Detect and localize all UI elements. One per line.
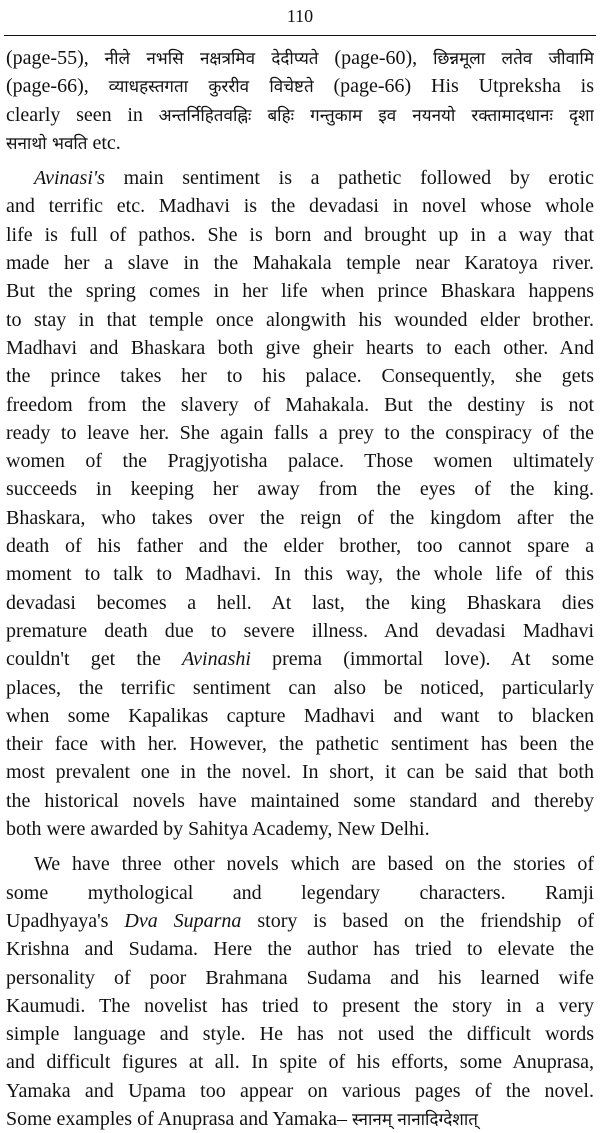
text-run: succeeds in keeping her away from the eyes of the king. <box>6 478 594 501</box>
paragraph <box>6 44 594 157</box>
italic-title: Avinasi's <box>34 167 105 190</box>
text-line <box>6 1105 594 1133</box>
devanagari-text: छिन्नमूला लतेव जीवामि <box>433 49 594 69</box>
text-run: their face with her. However, the pathetic sentiment has been the <box>6 733 594 756</box>
text-line <box>6 391 594 419</box>
text-run: story is based on the friendship of <box>241 909 594 932</box>
text-line <box>6 334 594 362</box>
text-run: Krishna and Sudama. Here the author has tried to elevate the <box>6 938 594 961</box>
text-run: moment to talk to Madhavi. In this way, the whole life of this <box>6 563 594 586</box>
text-run: Upadhyaya's <box>6 909 125 932</box>
text-run: life is full of pathos. She is born and brought up in a way that <box>6 223 594 246</box>
text-line <box>6 560 594 588</box>
text-run: the prince takes her to his palace. Consequently, she gets <box>6 365 594 388</box>
text-run: places, the terrific sentiment can also be noticed, particularly <box>6 676 594 699</box>
text-line <box>6 850 594 878</box>
text-run: some mythological and legendary characters. Ramji <box>6 881 594 904</box>
text-line <box>6 44 594 72</box>
devanagari-text: अन्तर्निहितवह्निः बहिः गन्तुकाम इव नयनयो रक्तामादधानः दृशा <box>158 105 594 126</box>
text-line <box>6 101 594 129</box>
text-run: and terrific etc. Madhavi is the devadasi in novel whose whole <box>6 195 594 218</box>
text-line <box>6 129 594 157</box>
text-line <box>6 674 594 702</box>
text-run: and difficult figures at all. In spite of his efforts, some Anuprasa, <box>6 1051 594 1074</box>
text-line <box>6 1048 594 1076</box>
text-line <box>6 277 594 305</box>
text-run: (page-60), <box>318 47 434 69</box>
text-run: the historical novels have maintained some standard and thereby <box>6 789 594 812</box>
text-line <box>6 362 594 390</box>
text-run: Some examples of Anuprasa and Yamaka– <box>6 1107 353 1130</box>
text-run: premature death due to severe illness. And devadasi Madhavi <box>6 619 594 642</box>
text-line <box>6 475 594 503</box>
page-number: 110 <box>286 6 314 26</box>
text-run: main sentiment is a pathetic followed by erotic <box>104 167 594 190</box>
paragraph <box>6 850 594 1133</box>
text-run: etc. <box>87 131 121 154</box>
text-run: when some Kapalikas capture Madhavi and want to blacken <box>6 704 594 727</box>
text-run: devadasi becomes a hell. At last, the king Bhaskara dies <box>6 591 594 614</box>
text-run: to stay in that temple once alongwith his wounded elder brother. <box>6 308 594 331</box>
text-run: made her a slave in the Mahakala temple near Karatoya river. <box>6 252 594 275</box>
text-run: clearly seen in <box>6 103 159 126</box>
text-line <box>6 306 594 334</box>
text-run: freedom from the slavery of Mahakala. But the destiny is not <box>6 393 594 416</box>
text-run: ready to leave her. She again falls a prey to the conspiracy of the <box>6 421 594 444</box>
italic-title: Dva Suparna <box>124 909 242 932</box>
text-line <box>6 221 594 249</box>
text-line <box>6 589 594 617</box>
text-run: Bhaskara, who takes over the reign of the kingdom after the <box>6 506 594 529</box>
devanagari-text: व्याधहस्तगता कुररीव विचेष्टते <box>108 77 314 98</box>
paragraph-gap <box>6 843 594 850</box>
text-line <box>6 879 594 907</box>
text-run: prema (immortal love). At some <box>250 648 594 671</box>
text-run: (page-55), <box>6 47 105 69</box>
text-run: women of the Pragjyotisha palace. Those women ultimately <box>6 450 594 473</box>
text-run: But the spring comes in her life when prince Bhaskara happens <box>6 280 594 303</box>
paragraph <box>6 164 594 843</box>
header-rule <box>4 35 596 36</box>
text-line <box>6 787 594 815</box>
text-line <box>6 702 594 730</box>
text-line <box>6 907 594 935</box>
text-line <box>6 730 594 758</box>
text-run: (page-66) His Utpreksha is <box>313 75 594 98</box>
text-run: Yamaka and Upama too appear on various pages of the novel. <box>6 1079 594 1102</box>
text-line <box>6 935 594 963</box>
text-line <box>6 758 594 786</box>
text-line <box>6 249 594 277</box>
text-line <box>6 419 594 447</box>
text-line <box>6 815 594 843</box>
text-line <box>6 1077 594 1105</box>
text-line <box>6 992 594 1020</box>
text-run: (page-66), <box>6 75 109 98</box>
text-run: personality of poor Brahmana Sudama and his learned wife <box>6 966 594 989</box>
devanagari-text: नीले नभसि नक्षत्रमिव देदीप्यते <box>104 49 319 69</box>
text-line <box>6 1020 594 1048</box>
text-line <box>6 964 594 992</box>
text-run: We have three other novels which are based on the stories of <box>34 853 594 876</box>
text-run: Kaumudi. The novelist has tried to present the story in a very <box>6 994 594 1017</box>
text-line <box>6 164 594 192</box>
body-text <box>6 44 594 1133</box>
text-line <box>6 72 594 100</box>
italic-title: Avinashi <box>182 648 251 671</box>
text-run: both were awarded by Sahitya Academy, New Delhi. <box>6 818 430 841</box>
text-run: Madhavi and Bhaskara both give gheir hearts to each other. And <box>6 336 594 359</box>
text-run: simple language and style. He has not used the difficult words <box>6 1023 594 1046</box>
text-line <box>6 645 594 673</box>
paragraph-gap <box>6 157 594 164</box>
text-line <box>6 617 594 645</box>
text-line <box>6 532 594 560</box>
text-line <box>6 192 594 220</box>
text-line <box>6 447 594 475</box>
devanagari-text: स्नानम् नानादिग्देशात् <box>352 1109 478 1130</box>
text-run: most prevalent one in the novel. In short, it can be said that both <box>6 761 594 784</box>
text-run: death of his father and the elder brother, too cannot spare a <box>6 535 594 558</box>
text-run: couldn't get the <box>6 648 183 671</box>
text-line <box>6 504 594 532</box>
devanagari-text: सनाथो भवति <box>6 133 88 154</box>
